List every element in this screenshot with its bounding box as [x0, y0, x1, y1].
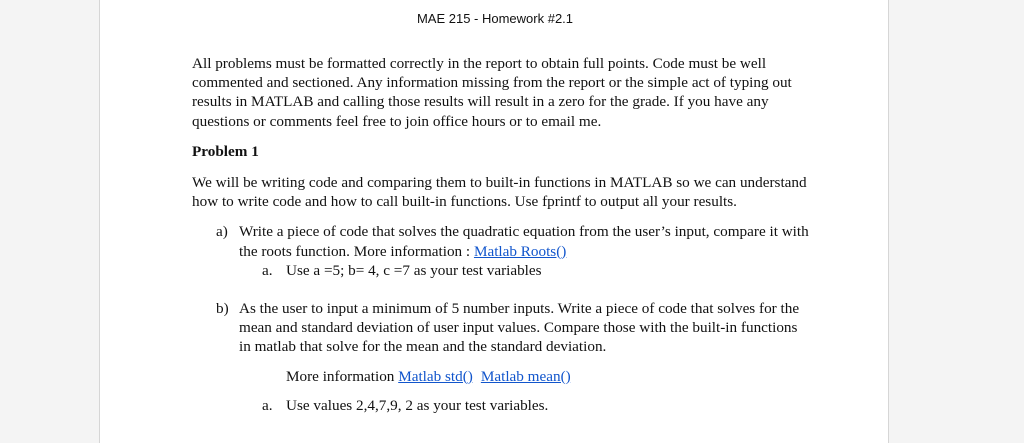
matlab-mean-link[interactable]: Matlab mean() — [480, 367, 571, 385]
page-header-title: MAE 215 - Homework #2.1 — [416, 11, 574, 26]
part-a-text: Write a piece of code that solves the quadratic equation from the user’s input, compare it with the roots function. More information : — [239, 223, 809, 260]
part-a-sub-label: a. — [262, 261, 273, 279]
part-a-label: a) — [216, 223, 228, 241]
part-b-text: As the user to input a minimum of 5 number inputs. Write a piece of code that solves for the mean and standard deviation of user input values. Compare those with the built-in functions in matlab that solve for the mean and the standard deviation. — [239, 300, 800, 356]
document-page — [99, 0, 889, 443]
document-body — [192, 54, 812, 415]
part-b-sub-text: Use values 2,4,7,9, 2 as your test variables. — [286, 396, 549, 414]
intro-paragraph: All problems must be formatted correctly in the report to obtain full points. Code must be well commented and sectioned. Any information missing from the report or the simple act of typing out results in MATLAB and calling those results will result in a zero for the grade. If you have any questions or comments feel free to join office hours or to email me. — [192, 55, 792, 130]
part-a-item — [192, 222, 812, 260]
more-information-line — [192, 367, 812, 386]
more-information-label: More information — [286, 367, 399, 385]
problem-1-description: We will be writing code and comparing them to built-in functions in MATLAB so we can understand how to write code and how to call built-in functions. Use fprintf to output all your results. — [192, 174, 807, 211]
part-b-subitem — [192, 396, 812, 415]
matlab-roots-link[interactable]: Matlab Roots() — [473, 242, 567, 260]
part-b-sub-label: a. — [262, 396, 273, 414]
part-b-item — [192, 299, 812, 357]
matlab-std-link[interactable]: Matlab std() — [398, 367, 473, 385]
problem-1-heading: Problem 1 — [192, 142, 259, 160]
part-a-subitem — [192, 261, 812, 280]
part-b-label: b) — [216, 300, 229, 318]
part-a-sub-text: Use a =5; b= 4, c =7 as your test variables — [286, 261, 542, 279]
